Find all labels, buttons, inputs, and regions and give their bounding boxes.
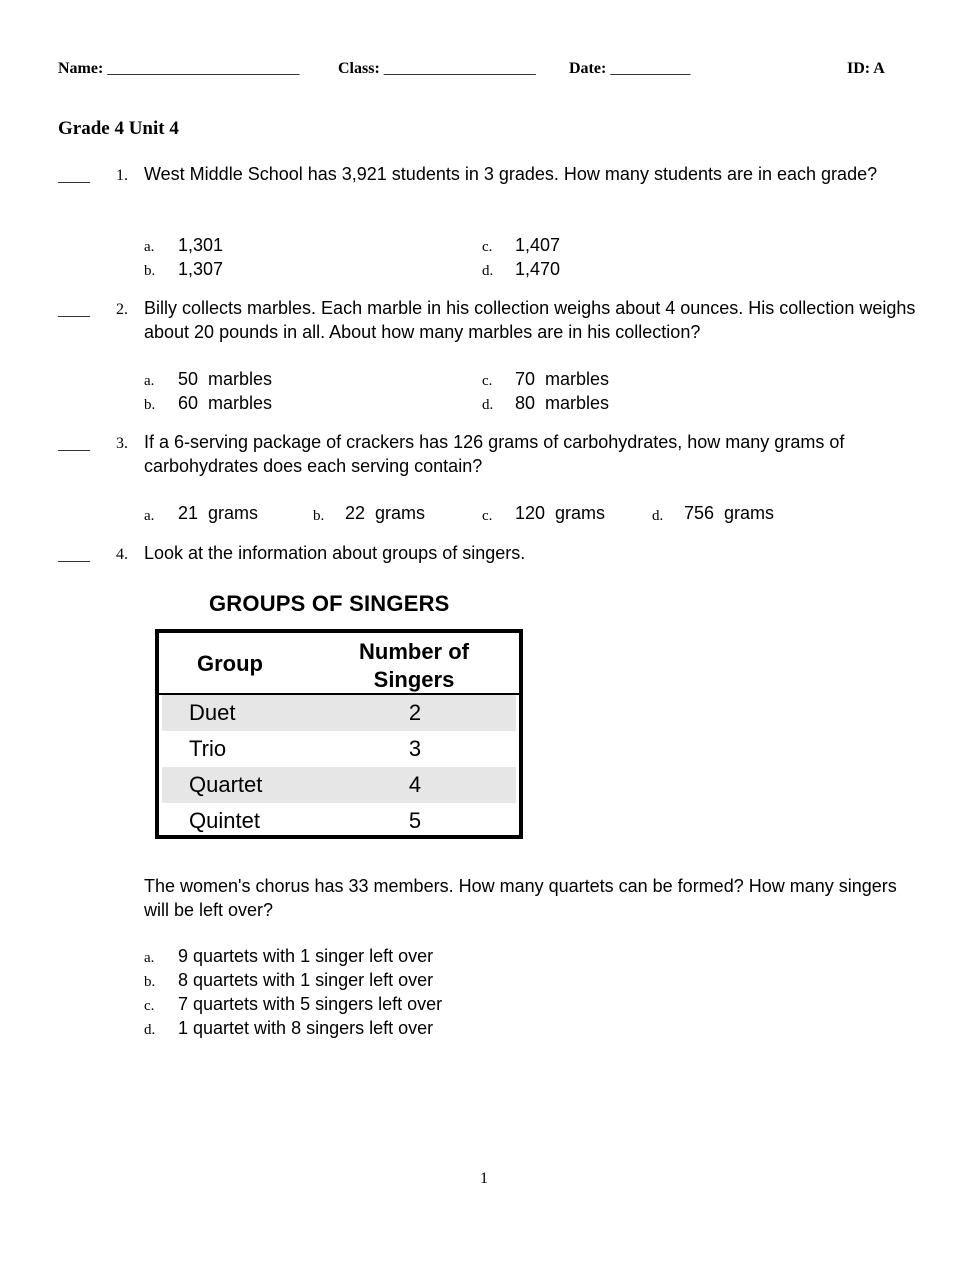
page-number: 1 <box>480 1170 488 1187</box>
table-cell-number: 3 <box>408 736 422 761</box>
id-label: ID: A <box>847 60 885 77</box>
table-header-number: Number of Singers <box>359 639 469 692</box>
class-line: ___________________ <box>383 60 536 77</box>
question-number-4: 4. <box>116 546 128 563</box>
question-text-4: Look at the information about groups of singers. <box>144 543 526 563</box>
question-number-1: 1. <box>116 167 128 184</box>
option-letter: b. <box>313 508 325 524</box>
option-letter: b. <box>144 974 156 990</box>
answer-blank-4: ____ <box>58 547 90 564</box>
table-header-row <box>159 633 519 695</box>
option-letter: a. <box>144 239 155 255</box>
date-field <box>569 60 690 78</box>
date-line: __________ <box>610 60 691 77</box>
option-text: 1 quartet with 8 singers left over <box>178 1018 434 1038</box>
table-row <box>162 767 516 803</box>
option-letter: b. <box>144 263 156 279</box>
question-number-3: 3. <box>116 435 128 452</box>
option-letter: c. <box>482 239 493 255</box>
table-row <box>162 803 516 839</box>
option-text: 60 marbles <box>178 393 273 413</box>
option-text: 22 grams <box>345 503 426 523</box>
option-text: 1,301 <box>178 235 224 255</box>
option-letter: c. <box>482 508 493 524</box>
name-field <box>58 60 299 78</box>
option-letter: d. <box>652 508 664 524</box>
option-letter: c. <box>482 373 493 389</box>
option-text: 50 marbles <box>178 369 273 389</box>
question-text-2: Billy collects marbles. Each marble in his collection weighs about 4 ounces. His collection weighs about 20 pounds in all. About how many marbles are in his collection? <box>144 298 916 342</box>
answer-blank-2: ____ <box>58 302 90 319</box>
table-cell-group: Duet <box>189 700 236 725</box>
option-letter: d. <box>482 263 494 279</box>
question-number-2: 2. <box>116 301 128 318</box>
option-letter: b. <box>144 397 156 413</box>
option-text: 21 grams <box>178 503 259 523</box>
option-letter: c. <box>144 998 155 1014</box>
answer-blank-1: ____ <box>58 168 90 185</box>
table-cell-number: 2 <box>408 700 422 725</box>
name-label: Name: <box>58 60 104 77</box>
table-cell-number: 4 <box>408 772 422 797</box>
table-cell-group: Quintet <box>189 808 260 833</box>
option-text: 1,470 <box>515 259 561 279</box>
option-text: 7 quartets with 5 singers left over <box>178 994 443 1014</box>
table-row <box>162 695 516 731</box>
option-letter: a. <box>144 950 155 966</box>
class-field <box>338 60 536 78</box>
option-text: 70 marbles <box>515 369 610 389</box>
singers-table <box>155 629 523 839</box>
option-letter: a. <box>144 508 155 524</box>
question-followup-4: The women's chorus has 33 members. How many quartets can be formed? How many singers will be left over? <box>144 876 897 920</box>
table-cell-group: Trio <box>189 736 227 761</box>
option-letter: d. <box>482 397 494 413</box>
option-letter: a. <box>144 373 155 389</box>
option-text: 80 marbles <box>515 393 610 413</box>
answer-blank-3: ____ <box>58 436 90 453</box>
question-text-3: If a 6-serving package of crackers has 126 grams of carbohydrates, how many grams of carbohydrates does each serving contain? <box>144 432 845 476</box>
option-text: 9 quartets with 1 singer left over <box>178 946 434 966</box>
name-line: ________________________ <box>107 60 300 77</box>
table-cell-group: Quartet <box>189 772 263 797</box>
option-text: 756 grams <box>684 503 775 523</box>
table-header-group: Group <box>197 651 263 676</box>
table-row <box>162 731 516 767</box>
question-text-1: West Middle School has 3,921 students in 3 grades. How many students are in each grade? <box>144 164 878 184</box>
option-text: 8 quartets with 1 singer left over <box>178 970 434 990</box>
table-title: GROUPS OF SINGERS <box>209 591 450 616</box>
table-cell-number: 5 <box>408 808 422 833</box>
option-text: 120 grams <box>515 503 606 523</box>
option-letter: d. <box>144 1022 156 1038</box>
class-label: Class: <box>338 60 380 77</box>
option-text: 1,307 <box>178 259 224 279</box>
page-title: Grade 4 Unit 4 <box>58 118 179 139</box>
date-label: Date: <box>569 60 607 77</box>
option-text: 1,407 <box>515 235 561 255</box>
